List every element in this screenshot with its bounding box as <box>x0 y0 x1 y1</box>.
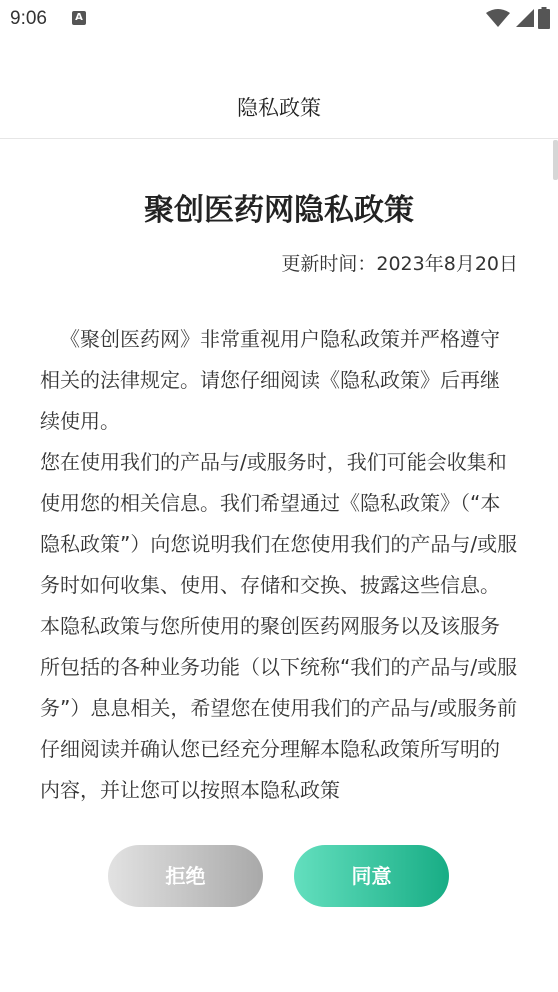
status-icons <box>486 7 550 29</box>
wifi-icon <box>486 8 510 28</box>
page-header <box>0 78 558 139</box>
signal-icon <box>514 8 534 28</box>
paragraph: 《聚创医药网》非常重视用户隐私政策并严格遵守相关的法律规定。请您仔细阅读《隐私政策》后再继续使用。 <box>40 327 500 433</box>
privacy-policy-content[interactable] <box>0 139 558 821</box>
document-body <box>40 319 518 811</box>
document-title: 聚创医药网隐私政策 <box>144 193 414 228</box>
page-title: 隐私政策 <box>237 96 321 120</box>
scrollbar-thumb[interactable] <box>553 140 558 180</box>
agree-button[interactable]: 同意 <box>294 845 449 907</box>
update-date: 更新时间：2023年8月20日 <box>281 253 518 275</box>
paragraph: 本隐私政策与您所使用的聚创医药网服务以及该服务所包括的各种业务功能（以下统称“我们的产品与/或服务”）息息相关，希望您在使用我们的产品与/或服务前仔细阅读并确认您已经充分理解本隐私政策所写明的内容，并让您可以按照本隐私政策 <box>40 614 518 802</box>
consent-buttons <box>0 845 558 907</box>
status-time: 9:06 <box>10 8 47 29</box>
status-bar <box>0 0 558 38</box>
battery-icon <box>538 7 550 29</box>
a-notification-icon: A <box>72 11 86 25</box>
refuse-button[interactable]: 拒绝 <box>108 845 263 907</box>
paragraph: 您在使用我们的产品与/或服务时，我们可能会收集和使用您的相关信息。我们希望通过《隐私政策》（“本隐私政策”）向您说明我们在您使用我们的产品与/或服务时如何收集、使用、存储和交换、披露这些信息。 <box>40 450 518 597</box>
